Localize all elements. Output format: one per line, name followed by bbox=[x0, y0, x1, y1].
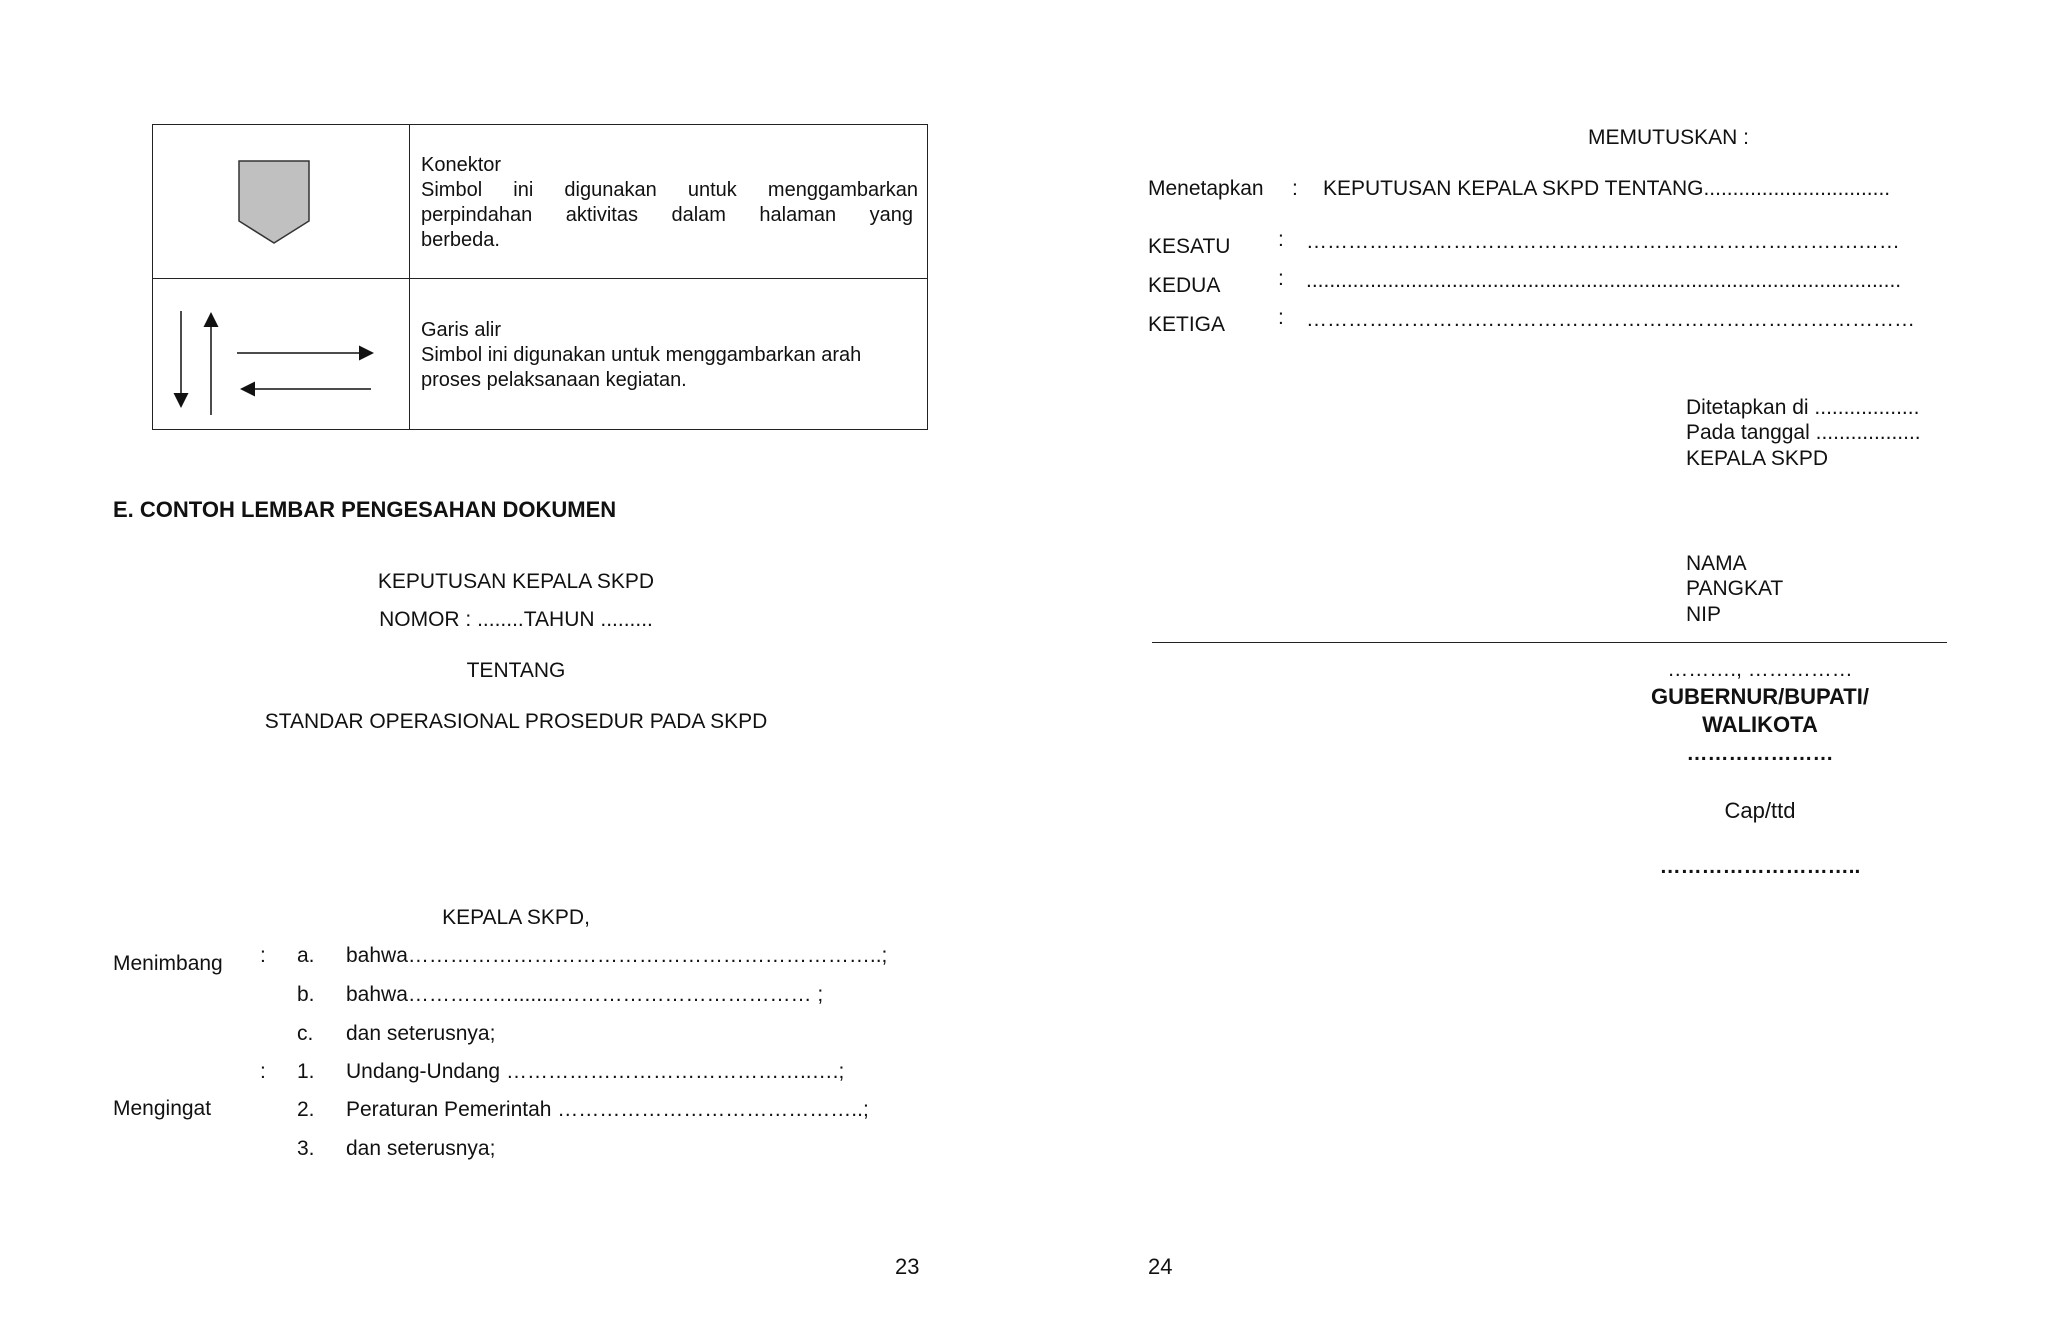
section-heading: E. CONTOH LEMBAR PENGESAHAN DOKUMEN bbox=[113, 497, 617, 522]
connector-text-line1: Simbol ini digunakan untuk menggambarkan bbox=[421, 179, 918, 201]
mengingat-item-1: Undang-Undang ……………………………………..….; bbox=[346, 1060, 845, 1083]
decree-subject: STANDAR OPERASIONAL PROSEDUR PADA SKPD bbox=[264, 710, 768, 733]
signatory-name: NAMA bbox=[1686, 552, 1747, 575]
page-number-left: 23 bbox=[895, 1254, 920, 1279]
flowline-text-line1: Simbol ini digunakan untuk menggambarkan arah bbox=[421, 344, 862, 366]
kesatu-colon: : bbox=[1278, 228, 1284, 251]
signatory-nip: NIP bbox=[1686, 603, 1722, 626]
menimbang-mark-a: a. bbox=[297, 944, 315, 967]
kedua-label: KEDUA bbox=[1148, 274, 1221, 297]
mengingat-mark-2: 2. bbox=[297, 1098, 315, 1121]
connector-title: Konektor bbox=[421, 154, 502, 176]
mengingat-label: Mengingat bbox=[113, 1097, 212, 1120]
flowline-text-line2: proses pelaksanaan kegiatan. bbox=[421, 369, 687, 391]
mengingat-colon: : bbox=[260, 1060, 266, 1083]
page-number-right: 24 bbox=[1148, 1254, 1173, 1279]
flowline-title: Garis alir bbox=[421, 319, 502, 341]
mengingat-mark-1: 1. bbox=[297, 1060, 315, 1083]
menimbang-item-b: bahwa……………........……………………………… ; bbox=[346, 983, 824, 1006]
connector-symbol-icon bbox=[237, 159, 311, 245]
kepala-skpd-sign-title: KEPALA SKPD bbox=[1686, 447, 1829, 470]
tentang-label: TENTANG bbox=[466, 659, 566, 682]
ketiga-label: KETIGA bbox=[1148, 313, 1226, 336]
menimbang-colon: : bbox=[260, 944, 266, 967]
kesatu-text: …………………………………………………………………….…… bbox=[1306, 230, 1900, 253]
menetapkan-colon: : bbox=[1292, 177, 1298, 200]
symbol-table bbox=[152, 124, 928, 430]
menimbang-mark-c: c. bbox=[297, 1022, 314, 1045]
signature-dots: ……………………….. bbox=[1659, 855, 1861, 878]
connector-text-line2: perpindahan aktivitas dalam halaman yang bbox=[421, 204, 913, 226]
menimbang-item-a: bahwa…………………………………………………………..; bbox=[346, 944, 888, 967]
flow-line-arrows-icon bbox=[171, 305, 391, 423]
ditetapkan-di: Ditetapkan di .................. bbox=[1686, 396, 1920, 419]
kesatu-label: KESATU bbox=[1148, 235, 1231, 258]
governor-name-dots: ………………… bbox=[1686, 742, 1834, 765]
flowline-description bbox=[421, 318, 918, 393]
menetapkan-text: KEPUTUSAN KEPALA SKPD TENTANG................................ bbox=[1323, 177, 1891, 200]
connector-description bbox=[421, 153, 918, 253]
place-date: ………., …………… bbox=[1667, 658, 1853, 681]
menimbang-mark-b: b. bbox=[297, 983, 315, 1006]
menimbang-label: Menimbang bbox=[113, 952, 223, 975]
stamp-signature-label: Cap/ttd bbox=[1724, 798, 1796, 823]
governor-title-line2: WALIKOTA bbox=[1702, 712, 1818, 737]
mengingat-item-3: dan seterusnya; bbox=[346, 1137, 496, 1160]
pada-tanggal: Pada tanggal .................. bbox=[1686, 421, 1921, 444]
kepala-skpd-heading: KEPALA SKPD, bbox=[442, 906, 590, 929]
divider-line bbox=[1152, 642, 1947, 643]
menetapkan-label: Menetapkan bbox=[1148, 177, 1264, 200]
memutuskan-heading: MEMUTUSKAN : bbox=[1588, 126, 1750, 149]
governor-title-line1: GUBERNUR/BUPATI/ bbox=[1651, 684, 1869, 709]
kedua-colon: : bbox=[1278, 267, 1284, 290]
connector-text-line3: berbeda. bbox=[421, 229, 500, 251]
ketiga-text: …………………………………………………………………………… bbox=[1306, 308, 1915, 331]
decree-number: NOMOR : ........TAHUN ......... bbox=[379, 608, 653, 631]
menimbang-item-c: dan seterusnya; bbox=[346, 1022, 496, 1045]
signatory-rank: PANGKAT bbox=[1686, 577, 1784, 600]
ketiga-colon: : bbox=[1278, 306, 1284, 329]
table-divider-vertical bbox=[409, 125, 410, 429]
kedua-text: ...................................................................................................... bbox=[1306, 269, 1902, 292]
decree-title: KEPUTUSAN KEPALA SKPD bbox=[377, 570, 655, 593]
table-divider-horizontal bbox=[153, 278, 927, 279]
mengingat-item-2: Peraturan Pemerintah ……………………………………..; bbox=[346, 1098, 869, 1121]
mengingat-mark-3: 3. bbox=[297, 1137, 315, 1160]
